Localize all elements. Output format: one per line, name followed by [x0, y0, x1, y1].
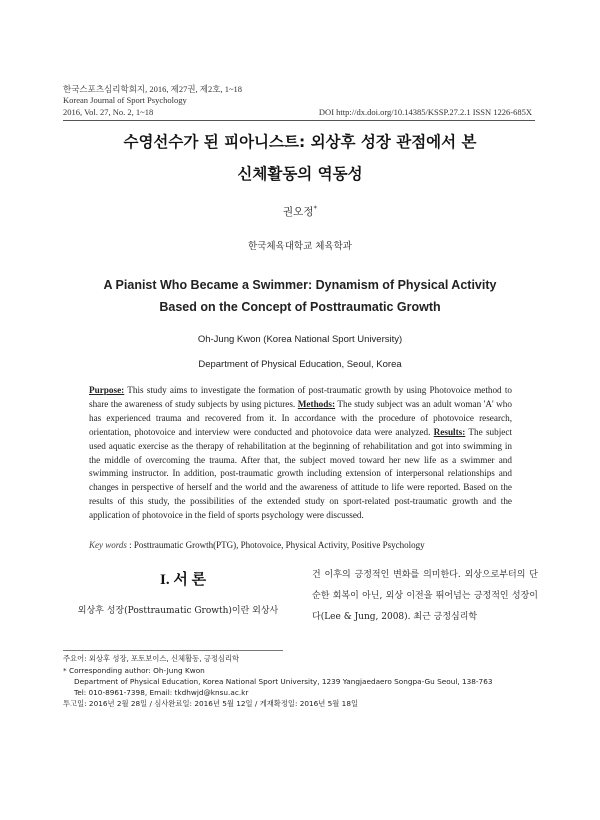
- keywords-text: : Posttraumatic Growth(PTG), Photovoice, Physical Activity, Positive Psychology: [126, 540, 425, 550]
- footnote-contact: Tel: 010-8961-7398, Email: tkdhwjd@knsu.ac.kr: [74, 688, 249, 697]
- footnote-corresponding: * Corresponding author: Oh-Jung Kwon: [63, 666, 205, 675]
- journal-header-ko: 한국스포츠심리학회지, 2016, 제27권, 제2호, 1~18: [63, 84, 243, 94]
- header-rule: [63, 120, 535, 121]
- title-ko-line1: 수영선수가 된 피아니스트: 외상후 성장 관점에서 본: [123, 133, 477, 151]
- results-text: The subject used aquatic exercise as the therapy of rehabilitation at the beginning of rehabilitation and got into swimming in the middle of overcoming the trauma. After that, the subject moved toward her new life as a swimmer and swimming instructor. In addition, post-traumatic growth including extension of interpersonal relationships and changes in perspective of herself and the world and the awareness of attitude to life were reported. Based on the results of this study, the possibilities of the extended study on sport-related post-traumatic growth and the application of photovoice in the field of sports psychology were discussed.: [89, 426, 512, 521]
- affiliation-ko: 한국체육대학교 체육학과: [248, 241, 352, 252]
- doi-issn: DOI http://dx.doi.org/10.14385/KSSP.27.2.1 ISSN 1226-685X: [318, 107, 532, 117]
- section-right-column: 건 이후의 긍정적인 변화를 의미한다. 외상으로부터의 단순한 회복이 아닌, 외상 이전을 뛰어넘는 긍정적인 성장이다(Lee & Jung, 2008). 최근 긍정심리학: [312, 570, 538, 622]
- footnote-rule: [63, 650, 283, 651]
- title-ko-line2: 신체활동의 역동성: [237, 165, 363, 183]
- footnote-address: Department of Physical Education, Korea National Sport University, 1239 Yangjaedaero Songpa-Gu Seoul, 138-763: [74, 677, 493, 686]
- author-ko: 권오정*: [283, 204, 317, 218]
- journal-volume: 2016, Vol. 27, No. 2, 1~18: [63, 107, 154, 117]
- footnote-keywords: 주요어: 외상후 성장, 포토보이스, 신체활동, 긍정심리학: [63, 654, 240, 663]
- footnote-dates: 투고일: 2016년 2월 28일 / 심사완료일: 2016년 5월 12일 / 게재확정일: 2016년 5월 18일: [63, 699, 359, 708]
- methods-label: Methods:: [297, 398, 336, 409]
- author-en: Oh-Jung Kwon (Korea National Sport University): [197, 334, 403, 345]
- keywords: [89, 540, 425, 550]
- title-en-line2: Based on the Concept of Posttraumatic Growth: [159, 300, 441, 314]
- purpose-text: This study aims to investigate the formation of post-traumatic growth by using Photovoice method to share the awareness of study subjects by using pictures.: [89, 385, 512, 409]
- journal-header-en: Korean Journal of Sport Psychology: [63, 95, 187, 105]
- purpose-label: Purpose:: [89, 385, 125, 395]
- methods-text: The study subject was an adult woman 'A' who has experienced trauma and recovered from it. In accordance with the procedure of photovoice research, orientation, photovoice and interview were conducted and photovoice data were analyzed.: [89, 398, 512, 437]
- department-en: Department of Physical Education, Seoul, Korea: [198, 359, 402, 370]
- keywords-label: Key words: [89, 540, 127, 550]
- section-title: I. 서 론: [160, 572, 207, 588]
- section-left-column: 외상후 성장(Posttraumatic Growth)이란 외상사: [77, 606, 279, 616]
- abstract: [89, 384, 512, 523]
- title-en-line1: A Pianist Who Became a Swimmer: Dynamism of Physical Activity: [103, 278, 497, 292]
- results-label: Results:: [433, 426, 466, 437]
